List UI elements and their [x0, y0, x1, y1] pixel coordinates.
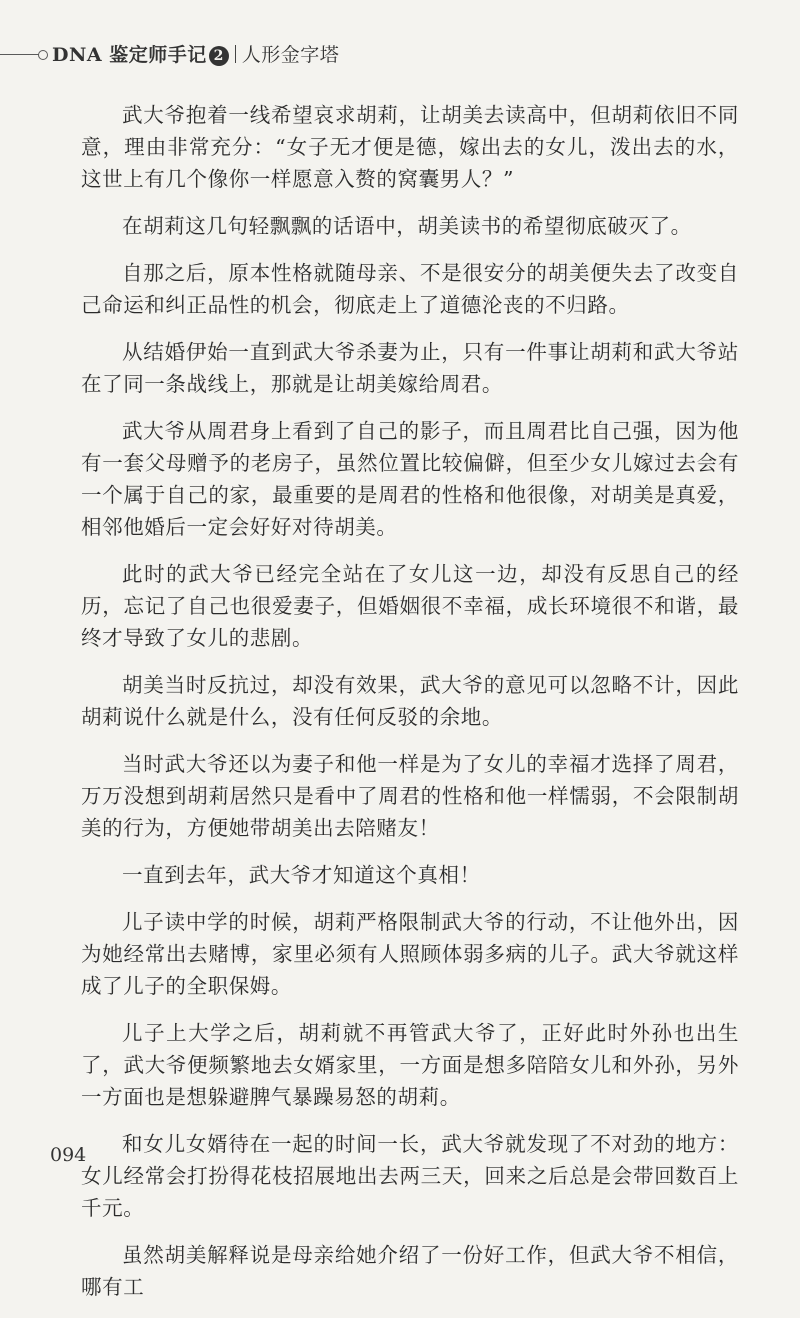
running-header — [0, 40, 800, 70]
book-title-text: DNA 鉴定师手记 — [52, 44, 207, 66]
paragraph: 此时的武大爷已经完全站在了女儿这一边，却没有反思自己的经历，忘记了自己也很爱妻子，但婚姻很不幸福，成长环境很不和谐，最终才导致了女儿的悲剧。 — [81, 562, 739, 650]
header-circle-icon — [38, 50, 48, 60]
chapter-title: 人形金字塔 — [241, 44, 340, 66]
paragraph: 在胡莉这几句轻飘飘的话语中，胡美读书的希望彻底破灭了。 — [122, 214, 692, 238]
paragraph: 一直到去年，武大爷才知道这个真相！ — [122, 863, 481, 887]
paragraph: 自那之后，原本性格就随母亲、不是很安分的胡美便失去了改变自己命运和纠正品性的机会，彻底走上了道德沦丧的不归路。 — [81, 261, 739, 317]
header-divider — [235, 45, 236, 63]
header-rule-line — [0, 54, 40, 55]
page-number: 094 — [50, 1144, 87, 1166]
paragraph: 儿子读中学的时候，胡莉严格限制武大爷的行动，不让他外出，因为她经常出去赌博，家里必须有人照顾体弱多病的儿子。武大爷就这样成了儿子的全职保姆。 — [81, 910, 739, 998]
paragraph: 从结婚伊始一直到武大爷杀妻为止，只有一件事让胡莉和武大爷站在了同一条战线上，那就是让胡美嫁给周君。 — [81, 340, 739, 396]
paragraph: 胡美当时反抗过，却没有效果，武大爷的意见可以忽略不计，因此胡莉说什么就是什么，没有任何反驳的余地。 — [81, 673, 739, 729]
body-text — [81, 99, 739, 1318]
paragraph: 虽然胡美解释说是母亲给她介绍了一份好工作，但武大爷不相信，哪有工 — [81, 1243, 739, 1299]
paragraph: 武大爷抱着一线希望哀求胡莉，让胡美去读高中，但胡莉依旧不同意，理由非常充分：“女子无才便是德，嫁出去的女儿，泼出去的水，这世上有几个像你一样愿意入赘的窝囊男人？” — [81, 103, 739, 191]
book-title — [52, 40, 339, 67]
paragraph: 当时武大爷还以为妻子和他一样是为了女儿的幸福才选择了周君，万万没想到胡莉居然只是看中了周君的性格和他一样懦弱，不会限制胡美的行为，方便她带胡美出去陪赌友！ — [81, 752, 739, 840]
volume-number-badge: 2 — [209, 46, 229, 66]
paragraph: 和女儿女婿待在一起的时间一长，武大爷就发现了不对劲的地方：女儿经常会打扮得花枝招展地出去两三天，回来之后总是会带回数百上千元。 — [81, 1132, 739, 1220]
paragraph: 儿子上大学之后，胡莉就不再管武大爷了，正好此时外孙也出生了，武大爷便频繁地去女婿家里，一方面是想多陪陪女儿和外孙，另外一方面也是想躲避脾气暴躁易怒的胡莉。 — [81, 1021, 739, 1109]
paragraph: 武大爷从周君身上看到了自己的影子，而且周君比自己强，因为他有一套父母赠予的老房子，虽然位置比较偏僻，但至少女儿嫁过去会有一个属于自己的家，最重要的是周君的性格和他很像，对胡美是真爱，相邻他婚后一定会好好对待胡美。 — [81, 419, 739, 539]
